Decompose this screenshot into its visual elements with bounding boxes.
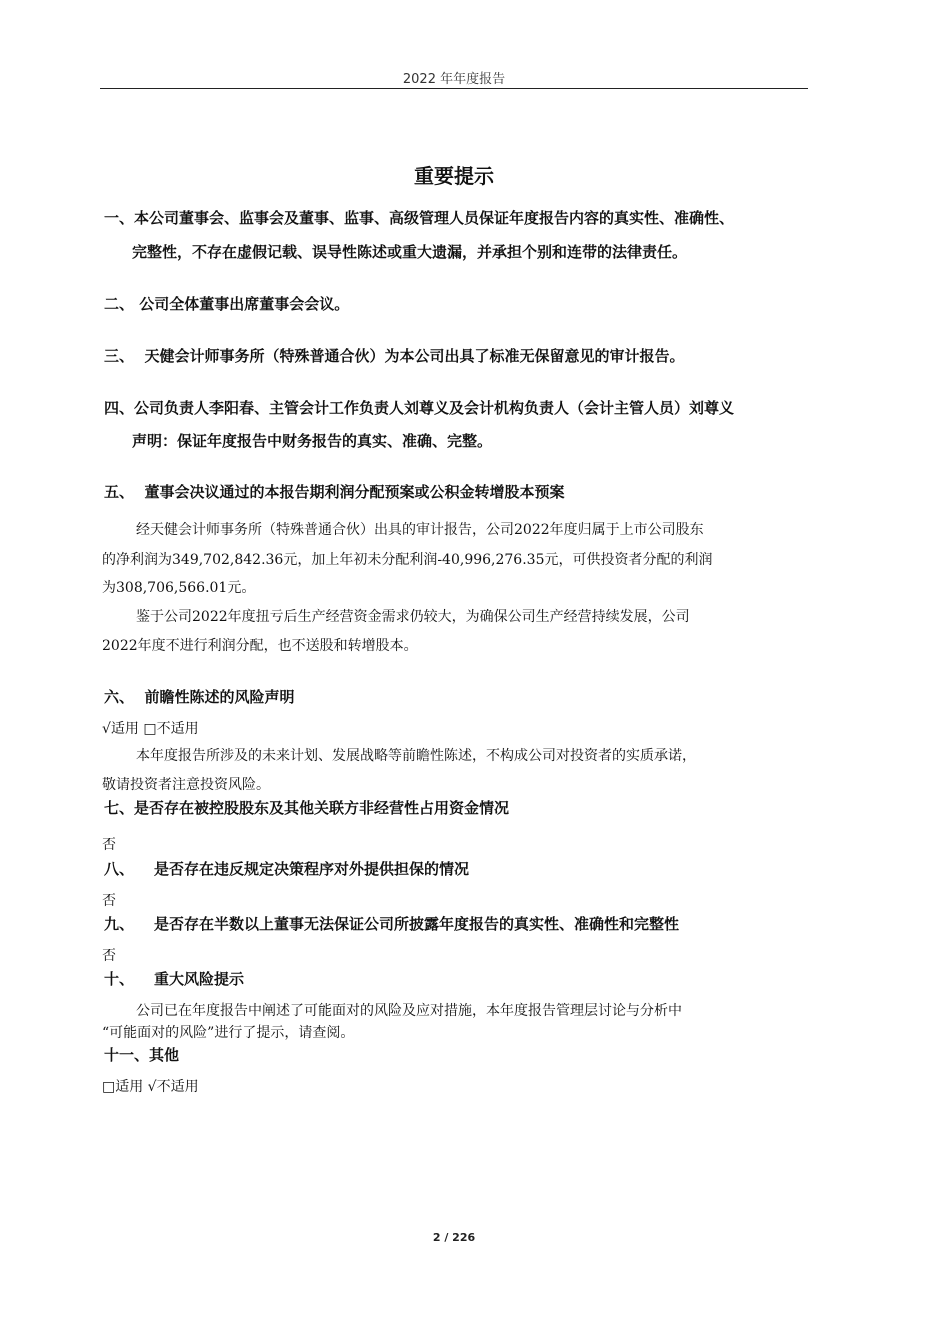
item-three bbox=[104, 346, 684, 366]
item-six bbox=[104, 687, 294, 707]
item-text: 本公司董事会、监事会及董事、监事、高级管理人员保证年度报告内容的真实性、准确性、 bbox=[134, 209, 735, 227]
item-two bbox=[104, 294, 349, 314]
item-text: 其他 bbox=[149, 1046, 180, 1064]
item-four-cont: 声明：保证年度报告中财务报告的真实、准确、完整。 bbox=[132, 432, 493, 450]
item-nine bbox=[104, 914, 679, 934]
item-number: 十一、 bbox=[104, 1046, 150, 1064]
item-text: 董事会决议通过的本报告期利润分配预案或公积金转增股本预案 bbox=[144, 483, 565, 501]
paragraph-line: 为308,706,566.01元。 bbox=[102, 580, 256, 596]
item-ten bbox=[104, 969, 244, 989]
answer: 否 bbox=[102, 837, 116, 853]
item-text: 天健会计师事务所（特殊普通合伙）为本公司出具了标准无保留意见的审计报告。 bbox=[144, 347, 685, 365]
item-text: 公司负责人李阳春、主管会计工作负责人刘尊义及会计机构负责人（会计主管人员）刘尊义 bbox=[134, 399, 735, 417]
item-number: 一、 bbox=[104, 209, 135, 227]
paragraph-line: “可能面对的风险”进行了提示，请查阅。 bbox=[102, 1025, 355, 1041]
item-number: 十、 bbox=[104, 970, 135, 988]
applicable-status: √适用 □不适用 bbox=[102, 721, 199, 737]
header-rule bbox=[100, 88, 808, 89]
paragraph-line: 2022年度不进行利润分配，也不送股和转增股本。 bbox=[102, 638, 418, 654]
paragraph-line: 鉴于公司2022年度扭亏后生产经营资金需求仍较大，为确保公司生产经营持续发展，公司 bbox=[136, 609, 690, 625]
paragraph-line: 经天健会计师事务所（特殊普通合伙）出具的审计报告，公司2022年度归属于上市公司股东 bbox=[136, 522, 704, 538]
item-four bbox=[104, 398, 734, 418]
paragraph-line: 的净利润为349,702,842.36元，加上年初未分配利润-40,996,276.35元，可供投资者分配的利润 bbox=[102, 552, 713, 568]
item-eight bbox=[104, 859, 469, 879]
item-one bbox=[104, 208, 734, 228]
item-number: 三、 bbox=[104, 347, 135, 365]
item-five bbox=[104, 482, 564, 502]
answer: 否 bbox=[102, 893, 116, 909]
item-number: 九、 bbox=[104, 915, 135, 933]
item-number: 七、 bbox=[104, 799, 135, 817]
page-number: 2 / 226 bbox=[432, 1231, 476, 1244]
item-number: 五、 bbox=[104, 483, 135, 501]
paragraph-line: 敬请投资者注意投资风险。 bbox=[102, 777, 270, 793]
item-text: 重大风险提示 bbox=[154, 970, 245, 988]
item-text: 是否存在违反规定决策程序对外提供担保的情况 bbox=[154, 860, 470, 878]
item-text: 前瞻性陈述的风险声明 bbox=[144, 688, 295, 706]
item-number: 六、 bbox=[104, 688, 135, 706]
paragraph-line: 公司已在年度报告中阐述了可能面对的风险及应对措施，本年度报告管理层讨论与分析中 bbox=[136, 1003, 682, 1019]
item-text: 是否存在半数以上董事无法保证公司所披露年度报告的真实性、准确性和完整性 bbox=[154, 915, 680, 933]
paragraph-line: 本年度报告所涉及的未来计划、发展战略等前瞻性陈述，不构成公司对投资者的实质承诺， bbox=[136, 748, 696, 764]
page-header: 2022 年年度报告 bbox=[402, 72, 506, 87]
item-seven bbox=[104, 798, 509, 818]
page-title: 重要提示 bbox=[414, 164, 494, 188]
item-eleven bbox=[104, 1045, 179, 1065]
item-text: 是否存在被控股股东及其他关联方非经营性占用资金情况 bbox=[134, 799, 510, 817]
item-one-cont: 完整性，不存在虚假记载、误导性陈述或重大遗漏，并承担个别和连带的法律责任。 bbox=[132, 243, 688, 261]
applicable-status: □适用 √不适用 bbox=[102, 1079, 199, 1095]
item-text: 公司全体董事出席董事会会议。 bbox=[139, 295, 350, 313]
answer: 否 bbox=[102, 948, 116, 964]
item-number: 八、 bbox=[104, 860, 135, 878]
item-number: 四、 bbox=[104, 399, 135, 417]
item-number: 二、 bbox=[104, 295, 135, 313]
